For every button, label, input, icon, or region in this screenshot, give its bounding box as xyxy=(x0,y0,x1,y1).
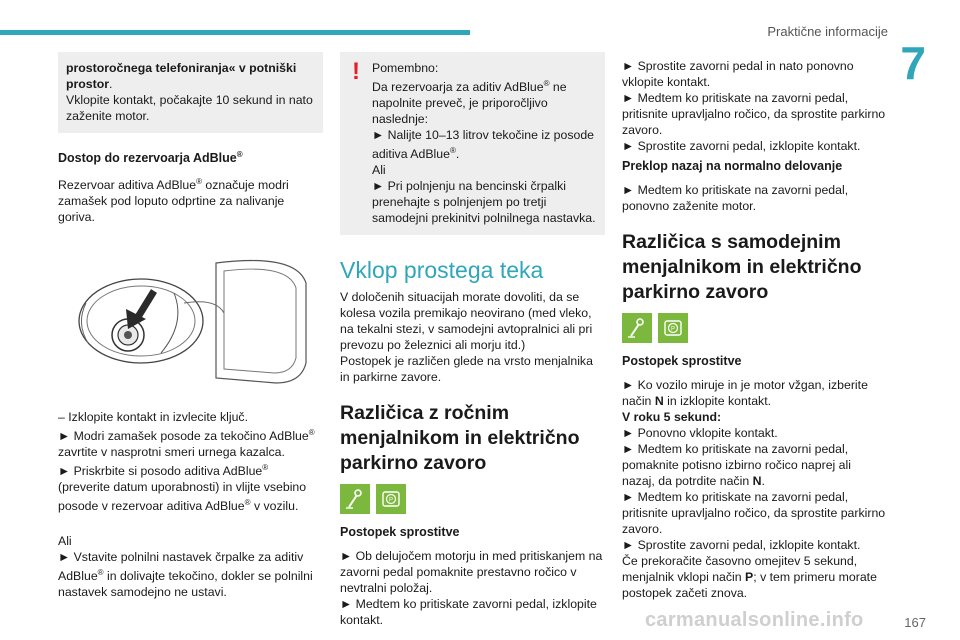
warning-title: Pomembno: xyxy=(372,61,439,75)
neutral-paragraph-1: V določenih situacijah morate dovoliti, da se kolesa vozila premikajo neovirano (med vleko, na tekalni stezi, v samodejni avtopralnici ali pri prevozu po železnici ali morju itd.) xyxy=(340,290,593,353)
manual-gearbox-heading: Različica z ročnim menjalnikom in električno parkirno zavoro xyxy=(340,402,580,475)
manual-procedure-heading: Postopek sprostitve xyxy=(340,525,460,540)
neutral-paragraph-2: Postopek je različen glede na vrsto menjalnika in parkirne zavore. xyxy=(340,354,593,385)
return-heading: Preklop nazaj na normalno delovanje xyxy=(622,159,843,173)
column-3 xyxy=(622,52,887,601)
chapter-number: 7 xyxy=(900,37,926,89)
auto-timeout-note: Če prekoračite časovno omejitev 5 sekund, menjalnik vklopi način P; v tem primeru morate postopek začeti znova. xyxy=(622,554,877,600)
automatic-procedure-heading: Postopek sprostitve xyxy=(622,354,742,368)
gear-lever-icon xyxy=(340,484,370,514)
manual-step-5: ► Sprostite zavorni pedal, izklopite kontakt. xyxy=(622,139,861,153)
info-box-period: . xyxy=(109,77,113,91)
adblue-heading: Dostop do rezervoarja AdBlue® xyxy=(58,150,243,166)
page-number: 167 xyxy=(904,615,926,630)
manual-step-4: ► Medtem ko pritiskate na zavorni pedal, pritisnite upravljalno ročico, da sprostite parkirno zavoro. xyxy=(622,91,886,137)
adblue-cap-illustration xyxy=(66,243,316,393)
auto-step-4: ► Medtem ko pritiskate na zavorni pedal, pritisnite upravljalno ročico, da sprostite parkirno zavoro. xyxy=(622,490,886,536)
column-2 xyxy=(340,52,605,628)
auto-step-3: ► Medtem ko pritiskate na zavorni pedal, pomaknite potisno izbirno ročico naprej ali nazaj, da potrdite način N. xyxy=(622,442,851,488)
auto-step-1: ► Ko vozilo miruje in je motor vžgan, izberite način N in izklopite kontakt. xyxy=(622,378,868,408)
gear-lever-icon xyxy=(622,313,652,343)
automatic-icon-row xyxy=(622,313,887,343)
manual-icon-row xyxy=(340,484,605,514)
warning-icon: ! xyxy=(352,58,360,85)
warning-line-1: Da rezervoarja za aditiv AdBlue® ne napolnite preveč, je priporočljivo naslednje: xyxy=(372,79,567,127)
step-2: ► Modri zamašek posode za tekočino AdBlue® zavrtite v nasprotni smeri urnega kazalca. xyxy=(58,428,315,460)
section-title: Praktične informacije xyxy=(767,24,888,39)
warning-or: Ali xyxy=(372,163,386,178)
watermark: carmanualsonline.info xyxy=(645,609,864,631)
warning-box xyxy=(340,52,605,235)
info-box-text: Vklopite kontakt, počakajte 10 sekund in nato zaženite motor. xyxy=(66,93,313,123)
info-box xyxy=(58,52,323,133)
automatic-gearbox-heading: Različica s samodejnim menjalnikom in električno parkirno zavoro xyxy=(622,231,862,303)
auto-step-5: ► Sprostite zavorni pedal, izklopite kontakt. xyxy=(622,538,861,552)
adblue-intro: Rezervoar aditiva AdBlue® označuje modri zamašek pod loputo odprtine za nalivanje goriva. xyxy=(58,177,289,225)
step-3: ► Priskrbite si posodo aditiva AdBlue® (preverite datum uporabnosti) in vlijte vsebino posode v rezervoar aditiva AdBlue® v vozilu. xyxy=(58,463,307,514)
manual-step-2: ► Medtem ko pritiskate zavorni pedal, izklopite kontakt. xyxy=(340,597,597,628)
or-label: Ali xyxy=(58,533,72,548)
step-1: – Izklopite kontakt in izvlecite ključ. xyxy=(58,410,249,425)
step-4: ► Vstavite polnilni nastavek črpalke za aditiv AdBlue® in dolivajte tekočino, dokler se polnilni nastavek samodejno ne ustavi. xyxy=(58,549,313,599)
column-1 xyxy=(58,52,323,600)
parking-brake-icon xyxy=(376,484,406,514)
warning-line-3: ► Pri polnjenju na bencinski črpalki prenehajte s polnjenjem po tretji samodejni prekinitvi polnilnega nastavka. xyxy=(372,179,596,226)
neutral-heading: Vklop prostega teka xyxy=(340,257,544,284)
manual-step-1: ► Ob delujočem motorju in med pritiskanjem na zavorni pedal pomaknite prestavno ročico v nevtralni položaj. xyxy=(340,549,603,596)
warning-line-2: ► Nalijte 10–13 litrov tekočine iz posode aditiva AdBlue®. xyxy=(372,128,595,162)
parking-brake-icon xyxy=(658,313,688,343)
info-box-bold: prostoročnega telefoniranja« v potniški prostor xyxy=(66,61,297,91)
auto-within-5s: V roku 5 sekund: xyxy=(622,410,722,424)
auto-step-2: ► Ponovno vklopite kontakt. xyxy=(622,426,778,440)
header-accent-bar xyxy=(0,30,470,35)
svg-text:P: P xyxy=(670,326,676,333)
svg-text:P: P xyxy=(388,497,394,504)
manual-step-3: ► Sprostite zavorni pedal in nato ponovno vklopite kontakt. xyxy=(622,59,854,89)
return-step: ► Medtem ko pritiskate na zavorni pedal, ponovno zaženite motor. xyxy=(622,183,849,213)
